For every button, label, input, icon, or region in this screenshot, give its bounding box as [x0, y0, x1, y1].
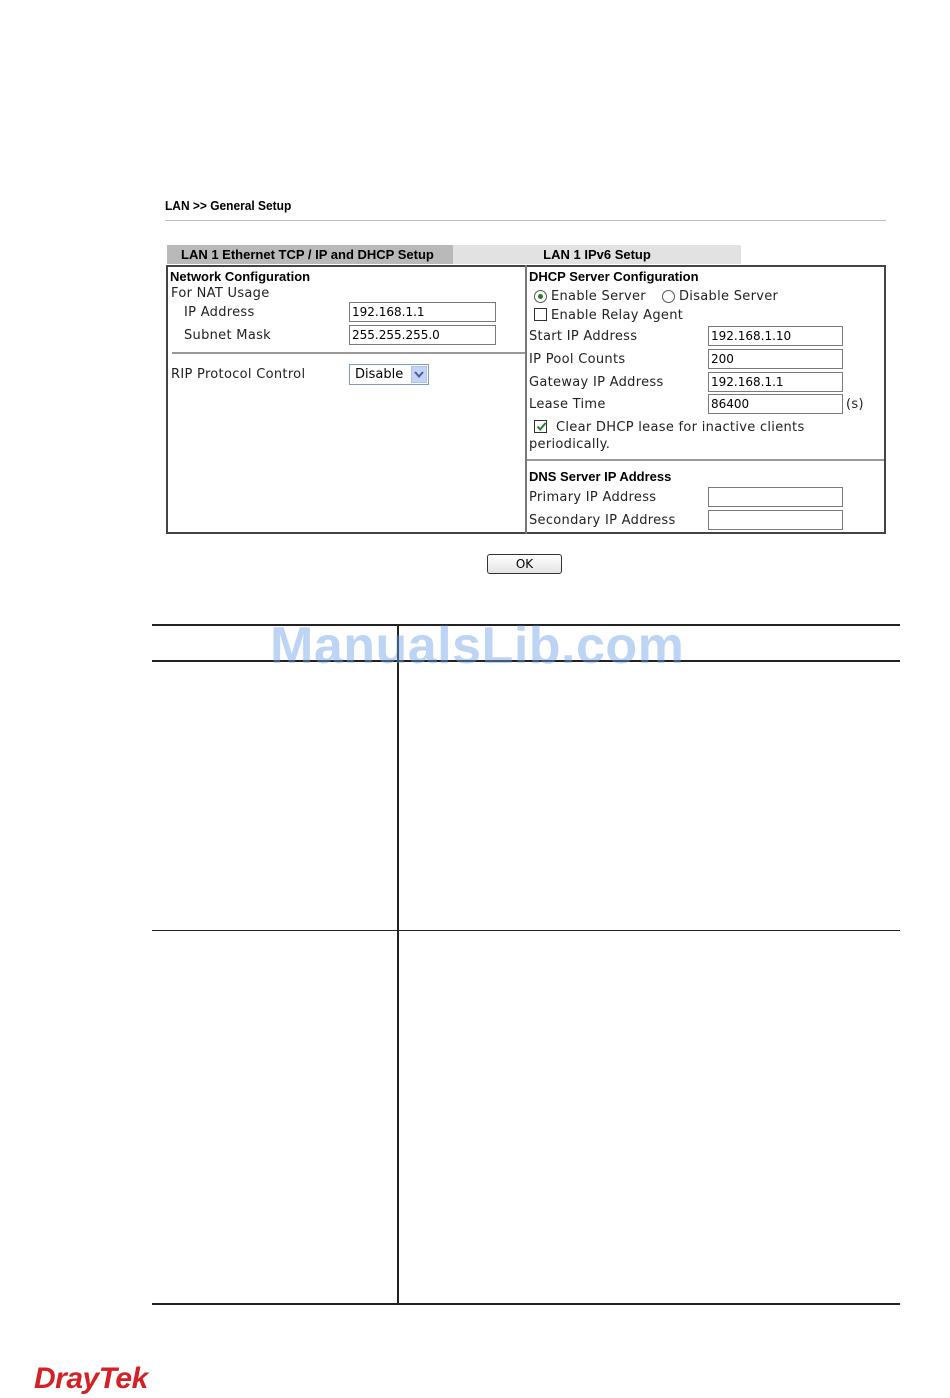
- start-ip-label: Start IP Address: [529, 329, 638, 344]
- enable-server-radio[interactable]: [534, 290, 547, 303]
- chevron-down-icon[interactable]: [411, 366, 427, 383]
- secondary-dns-input[interactable]: [708, 510, 843, 530]
- gateway-ip-label: Gateway IP Address: [529, 375, 664, 390]
- lease-time-label: Lease Time: [529, 397, 606, 412]
- table-bottom-border: [152, 1303, 900, 1305]
- clear-lease-label: Clear DHCP lease for inactive clients: [556, 420, 805, 435]
- start-ip-input[interactable]: [708, 326, 843, 346]
- nat-usage-label: For NAT Usage: [171, 286, 270, 301]
- dhcp-config-title: DHCP Server Configuration: [529, 269, 699, 284]
- breadcrumb: LAN >> General Setup: [165, 198, 292, 213]
- rip-control-value: Disable: [355, 367, 404, 382]
- dns-config-title: DNS Server IP Address: [529, 469, 672, 484]
- clear-lease-checkbox[interactable]: [534, 420, 547, 433]
- breadcrumb-divider: [165, 220, 886, 221]
- table-row-border: [152, 930, 900, 931]
- network-section-divider: [172, 352, 525, 354]
- tab-lan1-ipv6[interactable]: LAN 1 IPv6 Setup: [453, 245, 741, 264]
- ok-button[interactable]: OK: [487, 554, 562, 574]
- rip-control-select[interactable]: [349, 364, 429, 385]
- ip-address-input[interactable]: [349, 302, 496, 322]
- panel-column-divider: [525, 265, 527, 534]
- checkmark-icon: [536, 421, 547, 432]
- lease-time-input[interactable]: [708, 394, 843, 414]
- primary-dns-input[interactable]: [708, 487, 843, 507]
- subnet-mask-label: Subnet Mask: [184, 328, 271, 343]
- rip-control-label: RIP Protocol Control: [171, 367, 306, 382]
- enable-server-label: Enable Server: [551, 289, 646, 304]
- disable-server-radio[interactable]: [662, 290, 675, 303]
- network-config-title: Network Configuration: [170, 269, 311, 284]
- relay-agent-checkbox[interactable]: [534, 308, 547, 321]
- dns-section-divider: [527, 459, 884, 461]
- primary-dns-label: Primary IP Address: [529, 490, 657, 505]
- lease-time-unit: (s): [846, 397, 864, 412]
- pool-counts-input[interactable]: [708, 349, 843, 369]
- disable-server-label: Disable Server: [679, 289, 779, 304]
- clear-lease-label-cont: periodically.: [529, 437, 611, 452]
- table-column-divider: [397, 624, 399, 1305]
- watermark: ManualsLib.com: [270, 617, 685, 675]
- relay-agent-label: Enable Relay Agent: [551, 308, 684, 323]
- tab-lan1-ethernet[interactable]: LAN 1 Ethernet TCP / IP and DHCP Setup: [167, 245, 453, 264]
- subnet-mask-input[interactable]: [349, 325, 496, 345]
- draytek-logo: DrayTek: [34, 1362, 148, 1395]
- gateway-ip-input[interactable]: [708, 372, 843, 392]
- secondary-dns-label: Secondary IP Address: [529, 513, 676, 528]
- ip-address-label: IP Address: [184, 305, 255, 320]
- pool-counts-label: IP Pool Counts: [529, 352, 626, 367]
